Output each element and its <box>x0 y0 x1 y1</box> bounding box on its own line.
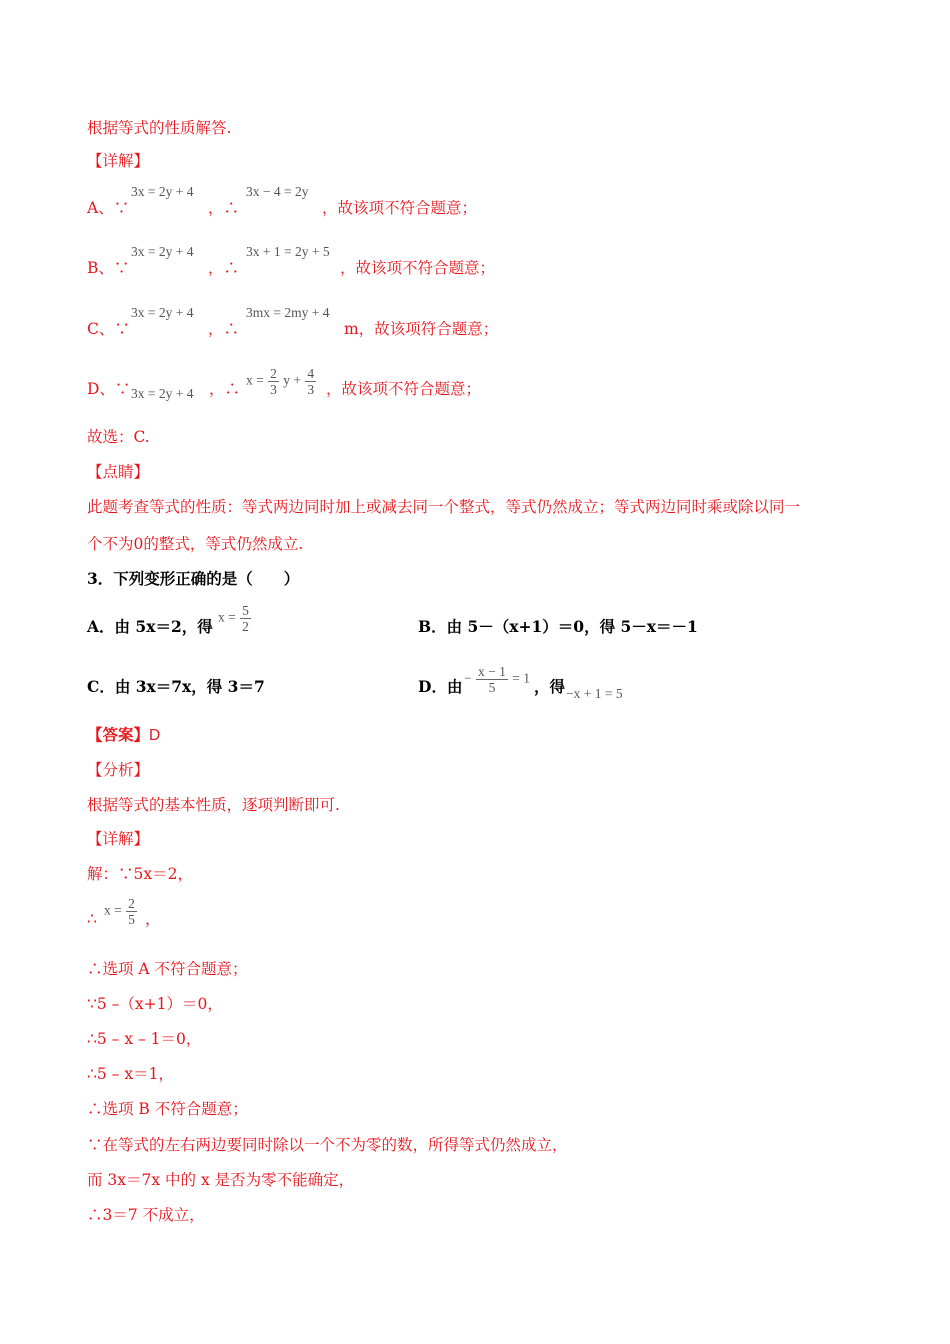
solution-line-5: ∴5 – x – 1＝0， <box>87 1030 202 1048</box>
option-c-tail: m，故该项符合题意； <box>344 320 499 338</box>
solution-line-4: ∵5 –（x+1）＝0， <box>87 995 223 1013</box>
fraction-numerator: 4 <box>307 366 315 381</box>
solution-line-2-suffix: ， <box>145 910 161 928</box>
solution-line-2-math <box>104 896 138 927</box>
q3-option-d-text: D．由 <box>418 677 463 696</box>
option-d-fraction-1 <box>268 366 279 397</box>
q3-option-b-text: B．由 5－（x+1）＝0，得 5－x＝－1 <box>418 617 698 636</box>
option-c-math-1: 3x = 2y + 4 <box>131 305 194 320</box>
option-d-fraction-2 <box>305 366 316 397</box>
option-a-prefix: A、∵ <box>87 199 130 217</box>
option-d-mid: ，∴ <box>209 380 241 398</box>
solution-line-6: ∴5 – x＝1， <box>87 1065 174 1083</box>
detail-tag: 【详解】 <box>87 152 150 170</box>
option-b-math-1: 3x = 2y + 4 <box>131 244 194 259</box>
option-c-prefix: C、∵ <box>87 320 130 338</box>
q3-d-fraction <box>476 664 508 695</box>
detail-tag-2: 【详解】 <box>87 830 150 848</box>
solution-line-9: 而 3x＝7x 中的 x 是否为零不能确定， <box>87 1171 355 1189</box>
option-a-tail: ，故该项不符合题意； <box>322 199 478 217</box>
q3-option-c-text: C．由 3x＝7x，得 3＝7 <box>87 677 265 696</box>
answer-tag: 【答案】 <box>87 725 150 744</box>
fraction-numerator: 5 <box>242 603 249 618</box>
option-d-x: x = <box>246 372 264 388</box>
q3-option-d-math-1 <box>464 664 530 695</box>
question-3-title: 3．下列变形正确的是（ ） <box>87 569 300 588</box>
analysis-tag: 【分析】 <box>87 761 150 779</box>
option-b-math-2: 3x + 1 = 2y + 5 <box>246 244 330 259</box>
fraction-numerator: 2 <box>270 366 277 381</box>
q3-option-d-math-2: −x + 1 = 5 <box>566 686 623 701</box>
q3-option-a-math <box>218 603 252 634</box>
answer-line <box>87 724 160 747</box>
fraction-denominator: 3 <box>307 382 315 397</box>
q3-a-x: x = <box>218 609 236 625</box>
option-b-prefix: B、∵ <box>87 259 130 277</box>
comment-tag: 【点睛】 <box>87 463 150 481</box>
comment-line-1: 此题考查等式的性质：等式两边同时加上或减去同一个整式，等式仍然成立；等式两边同时乘或除以同一 <box>87 498 801 516</box>
q3-option-d-text-2: ，得 <box>534 677 566 696</box>
fraction-numerator: x − 1 <box>478 664 506 679</box>
q3-d-eq: = 1 <box>512 670 530 686</box>
fraction-denominator: 5 <box>128 912 135 927</box>
solution-line-7: ∴选项 B 不符合题意； <box>87 1100 248 1118</box>
solution-line-1: 解：∵5x＝2， <box>87 865 193 883</box>
sol-x: x = <box>104 902 122 918</box>
analysis-text: 根据等式的基本性质，逐项判断即可. <box>87 796 340 814</box>
fraction-numerator: 2 <box>128 896 135 911</box>
solution-line-2-prefix: ∴ <box>87 910 97 928</box>
fraction-denominator: 2 <box>242 619 249 634</box>
solution-line-10: ∴3＝7 不成立， <box>87 1206 205 1224</box>
comment-line-2: 个不为0的整式，等式仍然成立. <box>87 535 304 553</box>
q3-d-minus: − <box>464 670 472 686</box>
option-b-mid: ，∴ <box>208 259 240 277</box>
fraction-denominator: 3 <box>270 382 277 397</box>
option-d-math-2 <box>246 366 317 397</box>
option-a-math-1: 3x = 2y + 4 <box>131 184 194 199</box>
option-c-math-2: 3mx = 2my + 4 <box>246 305 330 320</box>
q3-option-a-text: A．由 5x＝2，得 <box>87 617 213 636</box>
option-d-y: y + <box>283 372 301 388</box>
solution-line-8: ∵在等式的左右两边要同时除以一个不为零的数，所得等式仍然成立， <box>87 1136 568 1154</box>
intro-analysis: 根据等式的性质解答. <box>87 119 232 137</box>
option-c-mid: ，∴ <box>208 320 240 338</box>
solution-line-3: ∴选项 A 不符合题意； <box>87 960 248 978</box>
answer-value: D <box>149 727 161 744</box>
fraction-denominator: 5 <box>488 680 496 695</box>
choice-answer: 故选：C. <box>87 428 150 446</box>
option-d-prefix: D、∵ <box>87 380 131 398</box>
option-a-math-2: 3x − 4 = 2y <box>246 184 309 199</box>
option-a-mid: ，∴ <box>208 199 240 217</box>
q3-a-fraction <box>240 603 251 634</box>
option-d-math-1: 3x = 2y + 4 <box>131 386 194 401</box>
option-d-tail: ，故该项不符合题意； <box>326 380 482 398</box>
option-b-tail: ，故该项不符合题意； <box>340 259 496 277</box>
sol-fraction <box>126 896 137 927</box>
